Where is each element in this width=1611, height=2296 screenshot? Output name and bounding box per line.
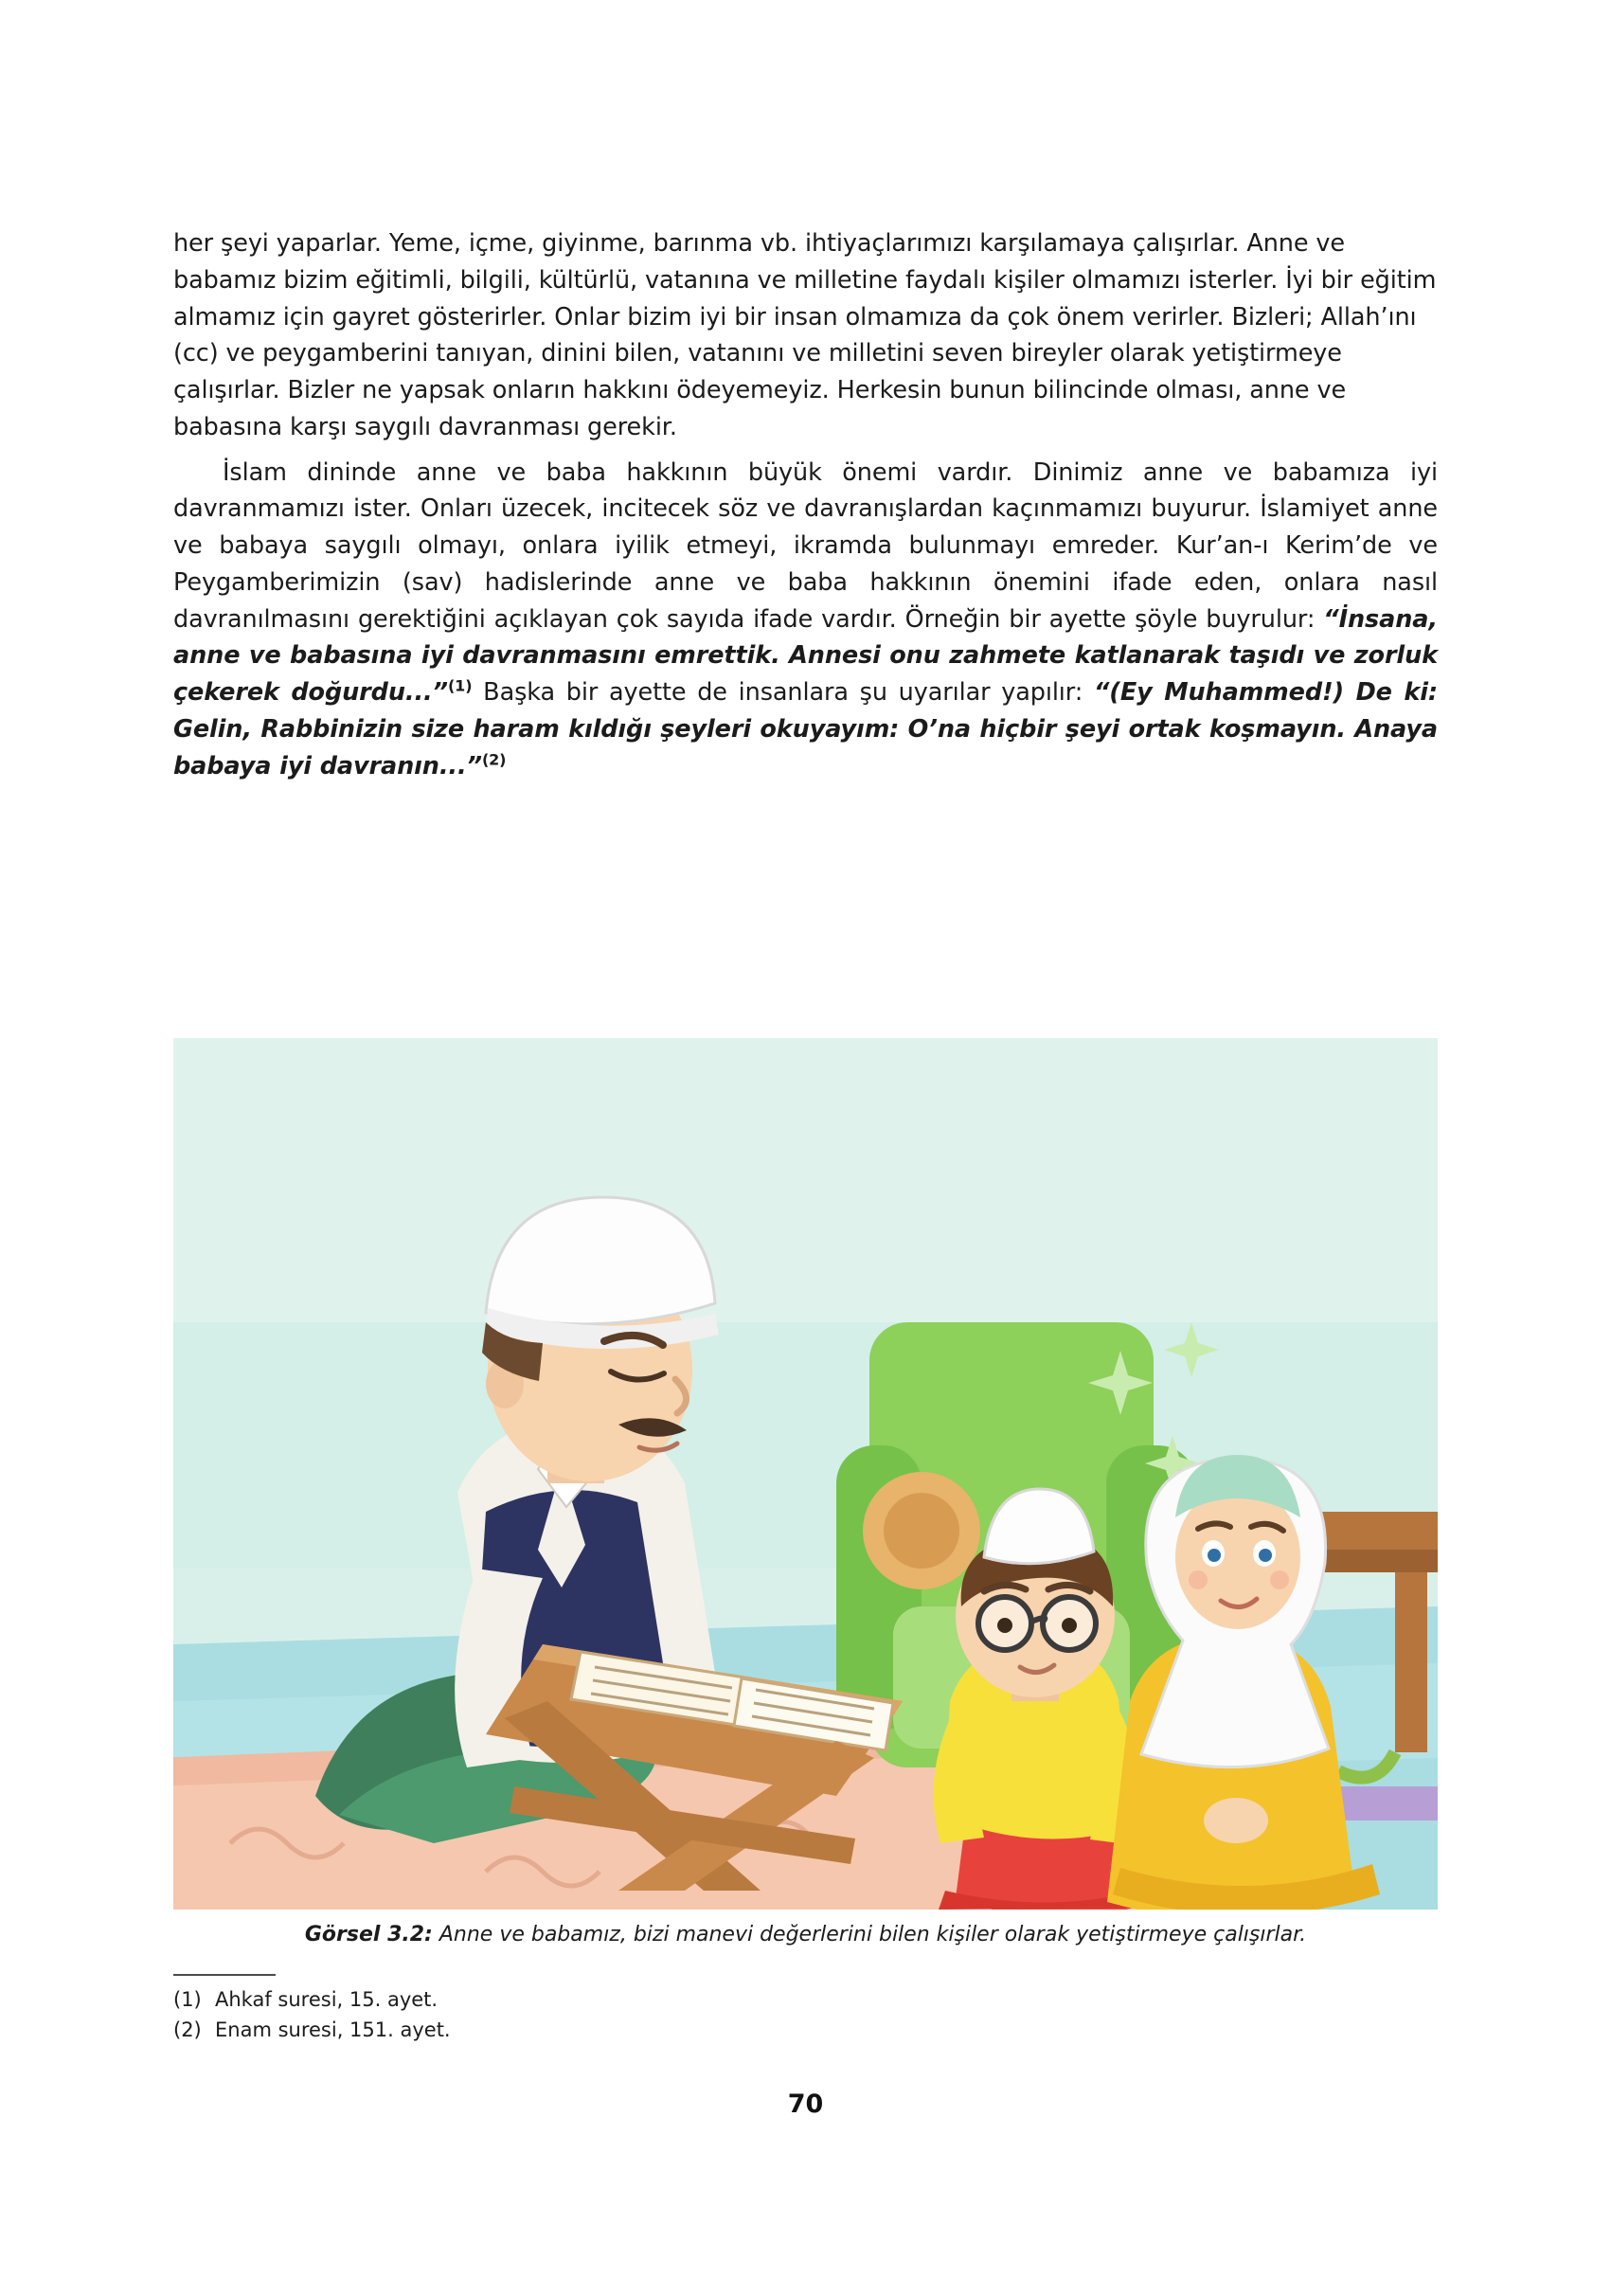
page-number: 70 [787,2090,824,2119]
paragraph-2 [173,455,1438,785]
figure-illustration [173,1038,1438,1910]
figure-svg [173,1038,1438,1910]
quran-quote-1: “İnsana, anne ve babasına iyi davranmasını emrettik. Annesi onu zahmete katlanarak taşıdı ve zorluk çekerek doğurdu...” [173,604,1438,707]
footnote-ref-1: (1) [447,676,473,695]
footnote-item [173,2016,931,2046]
figure-caption [173,1923,1438,1946]
footnote-text: Ahkaf suresi, 15. ayet. [215,1988,439,2011]
paragraph-1 [173,225,1438,446]
text-column [173,225,1438,784]
figure-caption-text: Anne ve babamız, bizi manevi değerlerini bilen kişiler olarak yetiştirmeye çalışırlar. [432,1923,1307,1946]
footnote-list [173,1985,931,2045]
paragraph-2-middle: Başka bir ayette de insanlara şu uyarılar yapılır: [472,678,1094,707]
footnote-text: Enam suresi, 151. ayet. [215,2018,451,2041]
footnote-ref-2: (2) [481,750,507,768]
footnote-divider [173,1974,276,1976]
paragraph-1-text: her şeyi yaparlar. Yeme, içme, giyinme, barınma vb. ihtiyaçlarımızı karşılamaya çalışırlar. Anne ve babamız bizim eğitimli, bilgili, kültürlü, vatanına ve milletine faydalı kişiler olmamızı isterler. İyi bir eğitim almamız için gayret gösterirler. Onlar bizim iyi bir insan olmamıza da çok önem verirler. Bizleri; Allah’ını (cc) ve peygamberini tanıyan, dinini bilen, vatanını ve milletini seven bireyler olarak yetiştirmeye çalışırlar. Bizler ne yapsak onların hakkını ödeyemeyiz. Herkesin bunun bilincinde olması, anne ve babasına karşı saygılı davranması gerekir. [173,229,1437,441]
quran-quote-2: “(Ey Muhammed!) De ki: Gelin, Rabbinizin size haram kıldığı şeyleri okuyayım: O’na hiçbir şeyi ortak koşmayın. Anaya babaya iyi davranın...” [173,678,1438,780]
footnote-item [173,1985,931,2016]
paragraph-2-intro: İslam dininde anne ve baba hakkının büyük önemi vardır. Dinimiz anne ve babamıza iyi davranmamızı ister. Onları üzecek, incitecek söz ve davranışlardan kaçınmamızı buyurur. İslamiyet anne ve babaya saygılı olmayı, onlara iyilik etmeyi, ikramda bulunmayı emreder. Kur’an-ı Kerim’de ve Peygamberimizin (sav) hadislerinde anne ve baba hakkının önemini ifade eden, onlara nasıl davranılmasını gerektiğini açıklayan çok sayıda ifade vardır. Örneğin bir ayette şöyle buyrulur: [173,457,1438,634]
figure-caption-label: Görsel 3.2: [304,1923,433,1946]
footnote-number: (2) [173,2018,202,2041]
footnote-number: (1) [173,1988,202,2011]
